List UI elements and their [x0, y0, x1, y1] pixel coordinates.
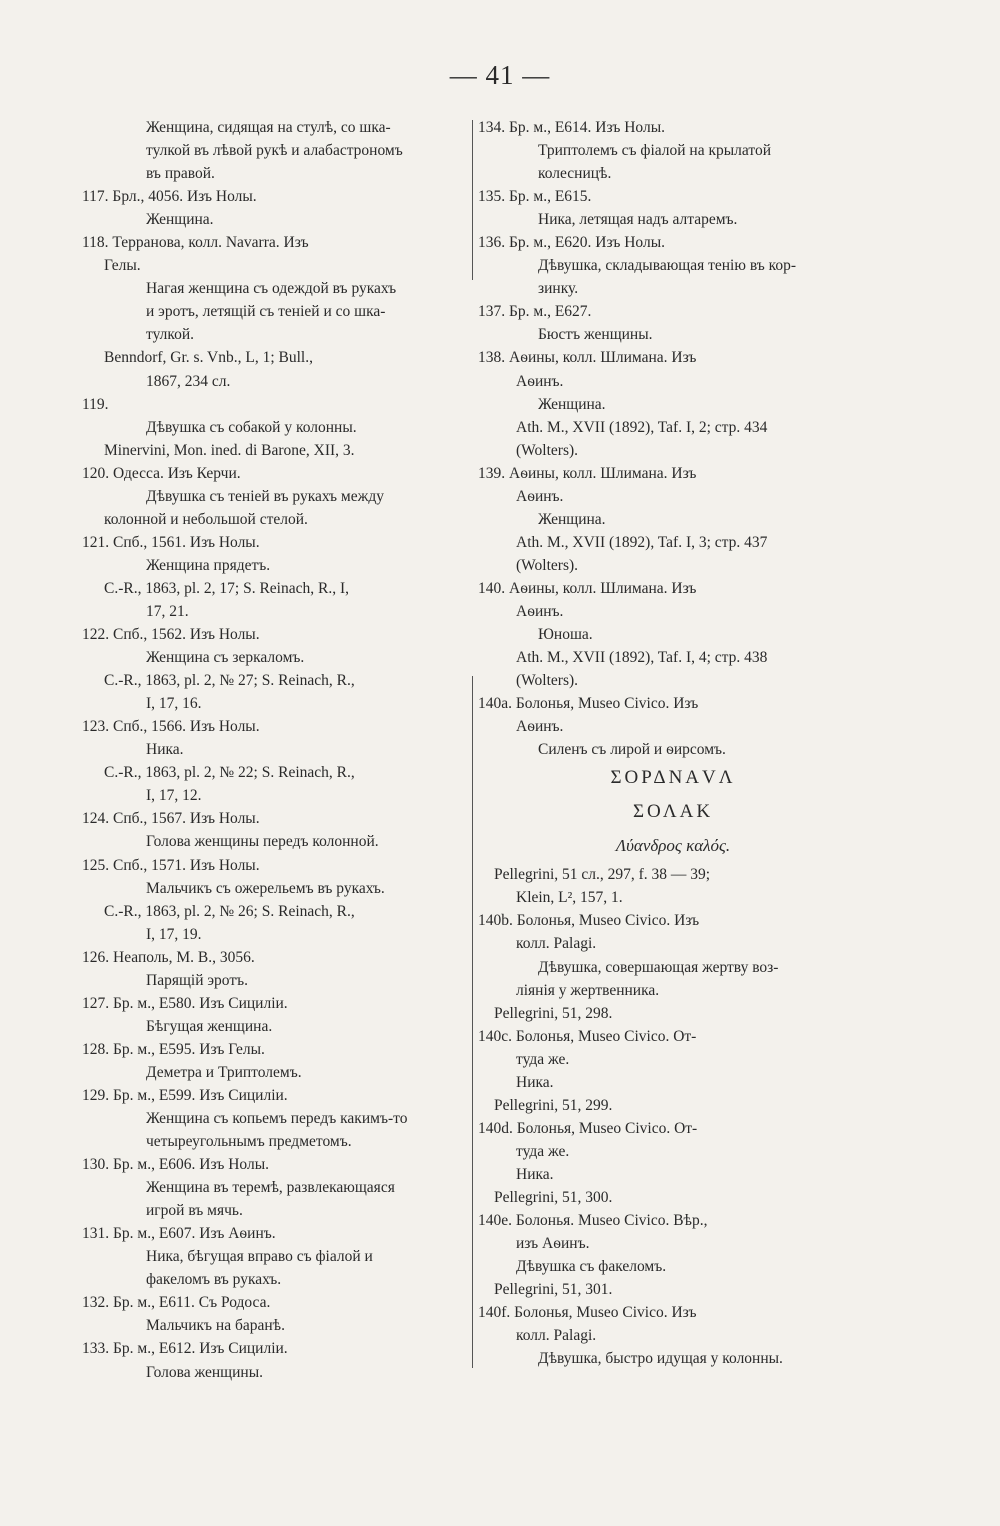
right-column-entries-top — [478, 116, 868, 761]
text-line: 138. Аѳины, колл. Шлимана. Изъ — [478, 349, 697, 367]
text-line: игрой въ мячь. — [146, 1202, 243, 1220]
text-line: Мальчикъ на баранѣ. — [146, 1317, 285, 1335]
text-line: Дѣвушка, совершающая жертву воз- — [538, 958, 779, 976]
text-line: 119. — [82, 395, 109, 413]
text-line: С.-R., 1863, pl. 2, 17; S. Reinach, R., I, — [104, 579, 349, 597]
text-line: I, 17, 12. — [146, 787, 202, 805]
text-line: Дѣвушка, быстро идущая у колонны. — [538, 1350, 783, 1368]
text-line: 117. Брл., 4056. Изъ Нолы. — [82, 188, 257, 206]
text-line: туда же. — [516, 1050, 570, 1068]
text-line: 132. Бр. м., E611. Съ Родоса. — [82, 1294, 271, 1312]
text-line: въ правой. — [146, 165, 215, 183]
text-line: Pellegrini, 51, 299. — [494, 1096, 613, 1114]
text-line: 131. Бр. м., E607. Изъ Аѳинъ. — [82, 1225, 276, 1243]
text-line: 140d. Болонья, Museo Civico. От- — [478, 1119, 698, 1137]
text-line: Парящій эротъ. — [146, 971, 248, 989]
text-line: Женщина. — [538, 510, 606, 528]
text-line: Дѣвушка съ собакой у колонны. — [146, 418, 357, 436]
text-line: 120. Одесса. Изъ Керчи. — [82, 464, 241, 482]
text-line: Аѳинъ. — [516, 372, 564, 390]
greek-inscription: Λύανδρος καλός. — [615, 836, 731, 856]
text-line: Женщина въ теремѣ, развлекающаяся — [146, 1179, 395, 1197]
text-line: Аѳинъ. — [516, 602, 564, 620]
inscription-line-2: ΣΟΛΑΚ — [632, 801, 714, 823]
text-line: колесницѣ. — [538, 165, 612, 183]
text-line: 129. Бр. м., E599. Изъ Сициліи. — [82, 1086, 288, 1104]
text-line: С.-R., 1863, pl. 2, № 27; S. Reinach, R., — [104, 672, 355, 690]
text-line: Ath. M., XVII (1892), Taf. I, 2; стр. 434 — [516, 418, 768, 436]
text-line: тулкой въ лѣвой рукѣ и алабастрономъ — [146, 142, 403, 160]
text-line: 140a. Болонья, Museo Civico. Изъ — [478, 695, 699, 713]
text-line: Minervini, Mon. ined. di Barone, XII, 3. — [104, 441, 355, 459]
text-line: Голова женщины. — [146, 1363, 263, 1381]
text-line: Ника. — [516, 1165, 554, 1183]
text-line: 118. Терранова, колл. Navarra. Изъ — [82, 234, 309, 252]
text-line: С.-R., 1863, pl. 2, № 22; S. Reinach, R., — [104, 764, 355, 782]
text-line: Ника. — [146, 741, 184, 759]
text-line: 139. Аѳины, колл. Шлимана. Изъ — [478, 464, 697, 482]
text-line: Бюстъ женщины. — [538, 326, 653, 344]
text-line: 140f. Болонья, Museo Civico. Изъ — [478, 1304, 697, 1322]
text-line: Юноша. — [538, 626, 593, 644]
text-line: Benndorf, Gr. s. Vnb., L, 1; Bull., — [104, 349, 313, 367]
text-line: (Wolters). — [516, 556, 579, 574]
text-line: Бѣгущая женщина. — [146, 1017, 273, 1035]
right-column — [478, 116, 868, 1370]
text-line: Женщина съ копьемъ передъ какимъ-то — [146, 1110, 408, 1128]
text-line: Деметра и Триптолемъ. — [146, 1063, 302, 1081]
text-line: колонной и небольшой стелой. — [104, 510, 308, 528]
text-line: С.-R., 1863, pl. 2, № 26; S. Reinach, R., — [104, 902, 355, 920]
text-line: колл. Palagi. — [516, 935, 597, 953]
text-line: зинку. — [538, 280, 579, 298]
text-line: 123. Спб., 1566. Изъ Нолы. — [82, 718, 260, 736]
text-line: и эротъ, летящій съ теніей и со шка- — [146, 303, 386, 321]
text-line: 128. Бр. м., E595. Изъ Гелы. — [82, 1040, 265, 1058]
column-divider — [472, 676, 473, 1368]
text-line: ліянія у жертвенника. — [516, 981, 660, 999]
column-divider — [472, 120, 473, 280]
text-line: 137. Бр. м., E627. — [478, 303, 592, 321]
text-line: 121. Спб., 1561. Изъ Нолы. — [82, 533, 260, 551]
text-line: Силенъ съ лирой и ѳирсомъ. — [538, 741, 726, 759]
text-line: Женщина съ зеркаломъ. — [146, 649, 305, 667]
text-line: Женщина прядетъ. — [146, 556, 271, 574]
text-line: Ath. M., XVII (1892), Taf. I, 4; стр. 438 — [516, 649, 768, 667]
text-line: 140b. Болонья, Museo Civico. Изъ — [478, 912, 700, 930]
text-line: 122. Спб., 1562. Изъ Нолы. — [82, 626, 260, 644]
text-line: 135. Бр. м., E615. — [478, 188, 592, 206]
text-line: 140c. Болонья, Museo Civico. От- — [478, 1027, 697, 1045]
text-line: Дѣвушка съ факеломъ. — [516, 1258, 667, 1276]
text-line: Нагая женщина съ одеждой въ рукахъ — [146, 280, 397, 298]
text-line: 126. Неаполь, M. B., 3056. — [82, 948, 255, 966]
text-line: Дѣвушка, складывающая тенію въ кор- — [538, 257, 797, 275]
text-line: Pellegrini, 51, 301. — [494, 1281, 613, 1299]
text-line: Голова женщины передъ колонной. — [146, 833, 379, 851]
text-line: Ника, бѣгущая вправо съ фіалой и — [146, 1248, 373, 1266]
text-line: туда же. — [516, 1142, 570, 1160]
text-line: (Wolters). — [516, 441, 579, 459]
text-line: Ника, летящая надъ алтаремъ. — [538, 211, 738, 229]
text-line: Триптолемъ съ фіалой на крылатой — [538, 142, 772, 160]
text-line: Гелы. — [104, 257, 141, 275]
text-line: Pellegrini, 51, 298. — [494, 1004, 613, 1022]
text-line: Ath. M., XVII (1892), Taf. I, 3; стр. 437 — [516, 533, 768, 551]
text-line: четыреугольнымъ предметомъ. — [146, 1133, 352, 1151]
text-line: 134. Бр. м., E614. Изъ Нолы. — [478, 119, 666, 136]
text-line: Женщина. — [538, 395, 606, 413]
text-line: тулкой. — [146, 326, 195, 344]
inscription-line-1: ΣΟΡΔΝΑVΛ — [610, 767, 736, 789]
text-line: 1867, 234 сл. — [146, 372, 231, 390]
text-line: 127. Бр. м., E580. Изъ Сициліи. — [82, 994, 288, 1012]
text-line: Klein, L², 157, 1. — [516, 889, 623, 907]
text-line: I, 17, 19. — [146, 925, 202, 943]
text-line: Женщина, сидящая на стулѣ, со шка- — [146, 119, 391, 136]
text-line: 133. Бр. м., E612. Изъ Сициліи. — [82, 1340, 288, 1358]
text-line: 130. Бр. м., E606. Изъ Нолы. — [82, 1156, 270, 1174]
text-line: Женщина. — [146, 211, 214, 229]
text-line: Дѣвушка съ теніей въ рукахъ между — [146, 487, 384, 505]
text-line: Ника. — [516, 1073, 554, 1091]
text-line: I, 17, 16. — [146, 695, 202, 713]
text-line: Мальчикъ съ ожерельемъ въ рукахъ. — [146, 879, 385, 897]
text-line: 136. Бр. м., E620. Изъ Нолы. — [478, 234, 666, 252]
text-line: 140. Аѳины, колл. Шлимана. Изъ — [478, 579, 697, 597]
text-line: изъ Аѳинъ. — [516, 1235, 590, 1253]
text-line: факеломъ въ рукахъ. — [146, 1271, 282, 1289]
text-line: колл. Palagi. — [516, 1327, 597, 1345]
text-line: Аѳинъ. — [516, 487, 564, 505]
text-line: Pellegrini, 51 сл., 297, f. 38 — 39; — [494, 866, 711, 884]
text-line: 124. Спб., 1567. Изъ Нолы. — [82, 810, 260, 828]
text-line: Аѳинъ. — [516, 718, 564, 736]
text-line: 140e. Болонья. Museo Civico. Вѣр., — [478, 1212, 708, 1230]
text-line: (Wolters). — [516, 672, 579, 690]
right-column-entries-bottom — [478, 863, 868, 1370]
left-column — [82, 116, 472, 1384]
text-line: Pellegrini, 51, 300. — [494, 1188, 613, 1206]
text-line: 17, 21. — [146, 602, 189, 620]
page-number: — 41 — — [449, 60, 551, 90]
text-line: 125. Спб., 1571. Изъ Нолы. — [82, 856, 260, 874]
